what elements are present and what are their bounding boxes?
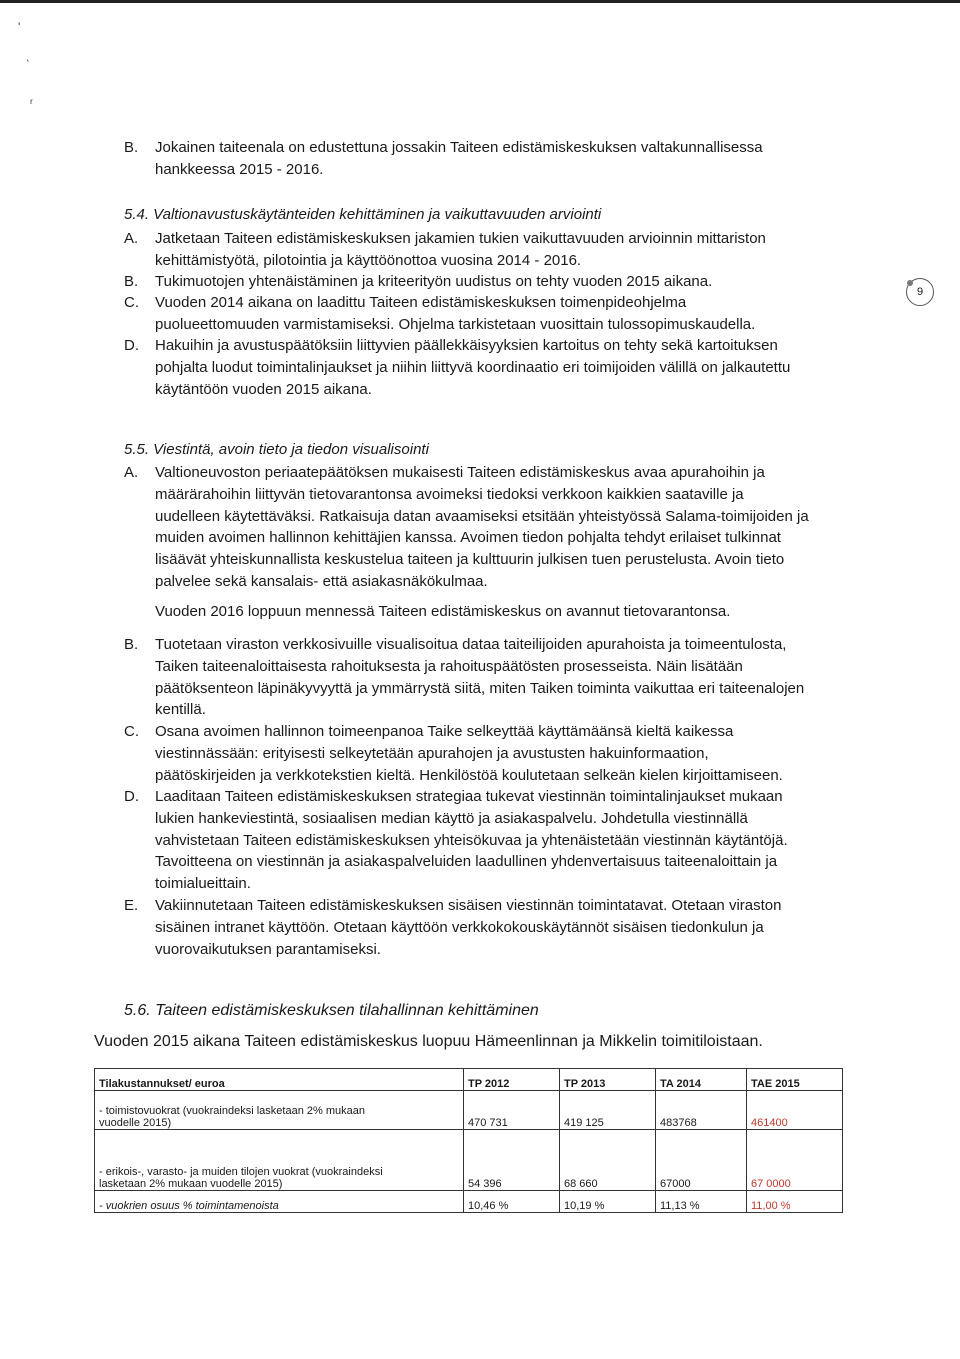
- item-line: lukien hankeviestintä, sosiaalisen median käyttö ja asiakaspalvelu. Johdetulla viestinnällä: [155, 809, 748, 827]
- section-heading-5-6: 5.6. Taiteen edistämiskeskuksen tilahallinnan kehittäminen: [124, 1002, 539, 1019]
- table-row: [95, 1091, 843, 1130]
- item-line: kentillä.: [155, 701, 206, 719]
- table-cell: 11,13 %: [656, 1191, 747, 1213]
- item-line: vahvistetaan Taiteen edistämiskeskuksen yhteisökuvaa ja yhtenäistetään viestinnän käytäntöjä.: [155, 831, 788, 849]
- item-letter: E.: [124, 897, 139, 914]
- item-line: Hakuihin ja avustuspäätöksiin liittyvien päällekkäisyyksien kartoitus on tehty sekä kartoituksen: [155, 337, 778, 354]
- section-intro: Vuoden 2015 aikana Taiteen edistämiskeskus luopuu Hämeenlinnan ja Mikkelin toimitiloistaan.: [94, 1033, 763, 1050]
- item-letter: D.: [124, 788, 139, 805]
- item-letter: B.: [124, 273, 139, 290]
- item-line: Osana avoimen hallinnon toimeenpanoa Taike selkeyttää käyttämäänsä kieltä kaikessa: [155, 723, 734, 740]
- scan-speck: ʳ: [30, 96, 33, 110]
- item-letter: C.: [124, 294, 139, 311]
- item-line: Tavoitteena on viestinnän ja asiakaspalveluiden laadullinen yhdenvertaisuus taiteenaloittain ja: [155, 853, 778, 871]
- scan-speck: ˎ: [26, 48, 30, 62]
- column-header: Tilakustannukset/ euroa: [95, 1069, 464, 1091]
- section-heading-5-5: 5.5. Viestintä, avoin tieto ja tiedon visualisointi: [124, 441, 429, 458]
- table-cell: 67000: [656, 1130, 747, 1191]
- item-letter: B.: [124, 636, 139, 653]
- note-paragraph: Vuoden 2016 loppuun mennessä Taiteen edistämiskeskus on avannut tietovarantonsa.: [155, 603, 731, 620]
- item-line: Jatketaan Taiteen edistämiskeskuksen jakamien tukien vaikuttavuuden arvioinnin mittariston: [155, 230, 766, 247]
- item-line: hankkeessa 2015 - 2016.: [155, 160, 324, 178]
- column-header: TP 2012: [464, 1069, 560, 1091]
- item-line: pohjalta luodut toimintalinjaukset ja niihin liittyvä koordinaatio eri toimijoiden välillä on jalkautettu: [155, 358, 791, 376]
- item-line: Laaditaan Taiteen edistämiskeskuksen strategiaa tukevat viestinnän toimintalinjaukset mukaan: [155, 788, 783, 805]
- cost-table: [94, 1068, 843, 1213]
- item-letter: D.: [124, 337, 139, 354]
- section-heading-5-4: 5.4. Valtionavustuskäytänteiden kehittäminen ja vaikuttavuuden arviointi: [124, 206, 602, 223]
- table-cell: 54 396: [464, 1130, 560, 1191]
- scan-top-border: [0, 0, 960, 3]
- table-header-row: [95, 1069, 843, 1091]
- column-header: TP 2013: [560, 1069, 656, 1091]
- item-line: päätöskirjeiden ja verkkotekstien kieltä. Henkilöstöä koulutetaan selkeän kielen kirjoittamiseen.: [155, 766, 783, 784]
- row-label: - erikois-, varasto- ja muiden tilojen vuokrat (vuokraindeksi lasketaan 2% mukaan vuodelle 2015): [95, 1130, 464, 1191]
- table-cell-highlight: 461400: [747, 1091, 843, 1130]
- item-line: Vakiinnutetaan Taiteen edistämiskeskuksen sisäisen viestinnän toimintatavat. Otetaan viraston: [155, 897, 782, 914]
- table-cell: 10,19 %: [560, 1191, 656, 1213]
- item-line: kehittämistyötä, pilotointia ja käyttöönottoa vuosina 2014 - 2016.: [155, 251, 582, 269]
- item-line: toimialueittain.: [155, 875, 251, 893]
- item-line: Jokainen taiteenala on edustettuna jossakin Taiteen edistämiskeskuksen valtakunnallisessa: [155, 139, 763, 156]
- table-cell: 470 731: [464, 1091, 560, 1130]
- item-line: muiden avoimen hallinnon kehittäjien kanssa. Avoimen tiedon pohjalta tehdyt erilaiset tulkinnat: [155, 529, 781, 547]
- table-cell: 10,46 %: [464, 1191, 560, 1213]
- item-line: Taiken taiteenaloittaisesta rahoituksesta ja rahoituspäätösten prosesseista. Näin lisätään: [155, 657, 743, 675]
- item-line: viestinnässään: erityisesti selkeytetään apurahojen ja avustusten hakuinformaation,: [155, 744, 709, 762]
- page-number-badge: 9: [906, 278, 934, 306]
- item-line: uudelleen käytettäväksi. Ratkaisuja datan avaamiseksi etsitään yhteistyössä Salama-toimijoiden ja: [155, 507, 809, 525]
- item-line: päätöksenteon läpinäkyvyyttä ja ymmärrystä siitä, miten Taiken toiminta vaikuttaa eri taiteenalojen: [155, 679, 805, 697]
- row-label: - toimistovuokrat (vuokraindeksi lasketaan 2% mukaan vuodelle 2015): [95, 1091, 464, 1130]
- item-line: palvelee sekä kansalais- että asiakasnäkökulmaa.: [155, 572, 488, 590]
- column-header: TA 2014: [656, 1069, 747, 1091]
- item-line: sisäinen intranet käyttöön. Otetaan käyttöön verkkokokouskäytännöt sisäisen tiedonkulun ja: [155, 918, 764, 936]
- scan-speck: ': [18, 20, 21, 34]
- item-letter: A.: [124, 464, 139, 481]
- table-cell: 419 125: [560, 1091, 656, 1130]
- item-line: Tukimuotojen yhtenäistäminen ja kriteerityön uudistus on tehty vuoden 2015 aikana.: [155, 273, 713, 290]
- table-cell: 68 660: [560, 1130, 656, 1191]
- item-line: käytäntöön vuoden 2015 aikana.: [155, 380, 372, 398]
- table-cell: 483768: [656, 1091, 747, 1130]
- table-row: [95, 1191, 843, 1213]
- item-line: lisäävät yhteiskunnallista keskustelua taiteen ja kulttuurin julkisen tuen perustelusta. Avoin tieto: [155, 551, 785, 569]
- item-line: vuorovaikutuksen parantamiseksi.: [155, 940, 381, 958]
- item-line: Vuoden 2014 aikana on laadittu Taiteen edistämiskeskuksen toimenpideohjelma: [155, 294, 687, 311]
- column-header: TAE 2015: [747, 1069, 843, 1091]
- item-letter: A.: [124, 230, 139, 247]
- table-row: [95, 1130, 843, 1191]
- table-cell-highlight: 11,00 %: [747, 1191, 843, 1213]
- item-line: puolueettomuuden varmistamiseksi. Ohjelma tarkistetaan vuosittain tulossopimuskaudella.: [155, 315, 756, 333]
- item-line: Tuotetaan viraston verkkosivuille visualisoitua dataa taiteilijoiden apurahoista ja toimeentulosta,: [155, 636, 787, 653]
- item-line: määrärahoihin liittyvän tietovarantonsa avoimeksi tiedoksi verkkoon kaikkien saataville ja: [155, 485, 744, 503]
- row-label: - vuokrien osuus % toimintamenoista: [95, 1191, 464, 1213]
- item-letter: C.: [124, 723, 139, 740]
- item-letter: B.: [124, 139, 139, 156]
- table-cell-highlight: 67 0000: [747, 1130, 843, 1191]
- item-line: Valtioneuvoston periaatepäätöksen mukaisesti Taiteen edistämiskeskus avaa apurahoihin ja: [155, 464, 765, 481]
